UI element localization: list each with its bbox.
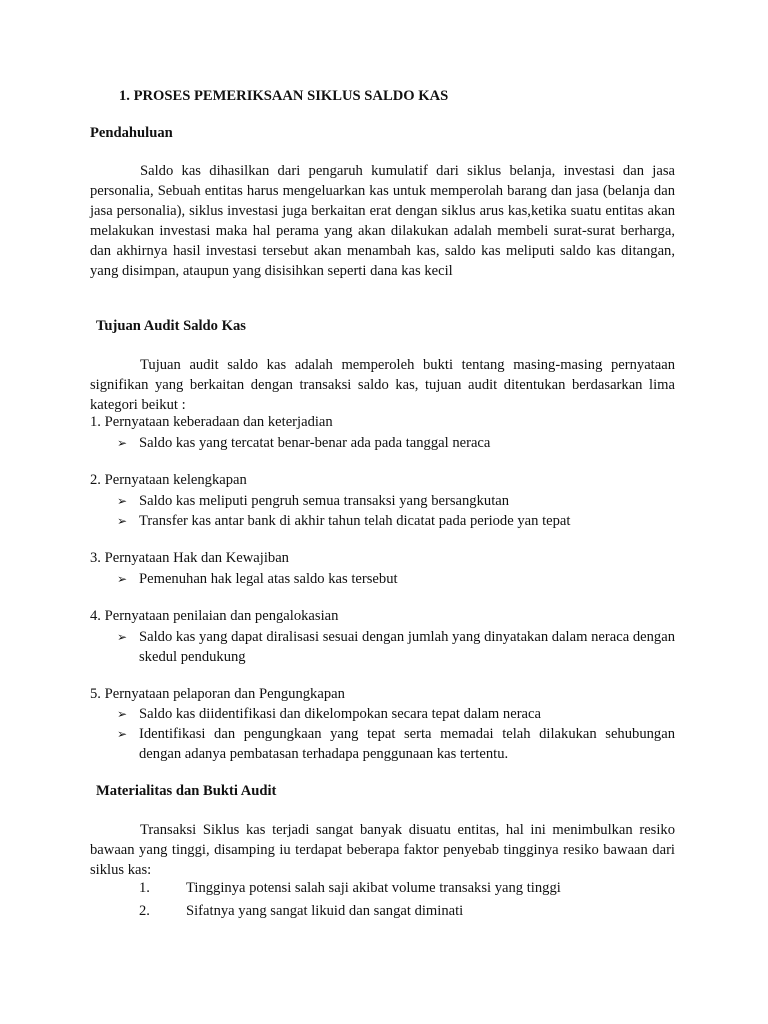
arrow-bullet-icon: ➢ bbox=[117, 707, 128, 721]
category-title-3: 3. Pernyataan Hak dan Kewajiban bbox=[90, 550, 289, 566]
list-item: ➢ Identifikasi dan pengungkaan yang tepat serta memadai telah dilakukan sehubungan dengan adanya pembatasan terhadapa penggunaan kas tertentu. bbox=[117, 726, 675, 762]
document-heading: 1. PROSES PEMERIKSAAN SIKLUS SALDO KAS bbox=[119, 88, 449, 104]
item-number: 1. bbox=[139, 880, 150, 896]
item-text: Tingginya potensi salah saji akibat volume transaksi yang tinggi bbox=[186, 880, 561, 896]
list-item bbox=[139, 878, 561, 898]
list-item bbox=[139, 901, 463, 921]
arrow-bullet-icon: ➢ bbox=[117, 494, 128, 508]
paragraph-tujuan: Tujuan audit saldo kas adalah memperoleh bukti tentang masing-masing pernyataan signifikan yang berkaitan dengan transaksi saldo kas, tujuan audit ditentukan berdasarkan lima kategori beikut : bbox=[90, 357, 675, 413]
list-item: ➢ Saldo kas yang tercatat benar-benar ada pada tanggal neraca bbox=[117, 434, 675, 454]
arrow-bullet-icon: ➢ bbox=[117, 572, 128, 586]
arrow-bullet-icon: ➢ bbox=[117, 436, 128, 450]
arrow-bullet-icon: ➢ bbox=[117, 514, 128, 528]
arrow-bullet-icon: ➢ bbox=[117, 727, 128, 741]
item-text: Sifatnya yang sangat likuid dan sangat diminati bbox=[186, 903, 464, 919]
paragraph-materialitas: Transaksi Siklus kas terjadi sangat banyak disuatu entitas, hal ini menimbulkan resiko bawaan yang tinggi, disamping iu terdapat beberapa faktor penyebab tingginya resiko bawaan dari siklus kas: bbox=[90, 822, 675, 878]
category-title-5: 5. Pernyataan pelaporan dan Pengungkapan bbox=[90, 686, 345, 702]
category-title-2: 2. Pernyataan kelengkapan bbox=[90, 472, 247, 488]
section-title-materialitas: Materialitas dan Bukti Audit bbox=[96, 783, 277, 799]
list-item: ➢ Saldo kas diidentifikasi dan dikelompokan secara tepat dalam neraca bbox=[117, 705, 675, 725]
list-item: ➢ Saldo kas yang dapat diralisasi sesuai dengan jumlah yang dinyatakan dalam neraca dengan skedul pendukung bbox=[117, 629, 675, 665]
item-number: 2. bbox=[139, 903, 150, 919]
category-title-4: 4. Pernyataan penilaian dan pengalokasian bbox=[90, 608, 339, 624]
list-item: ➢ Pemenuhan hak legal atas saldo kas tersebut bbox=[117, 570, 675, 590]
paragraph-pendahuluan: Saldo kas dihasilkan dari pengaruh kumulatif dari siklus belanja, investasi dan jasa personalia, Sebuah entitas harus mengeluarkan kas untuk memperolah barang dan jasa (belanja dan jasa personalia), siklus investasi juga berkaitan erat dengan siklus arus kas,ketika suatu entitas akan melakukan investasi maka hal perama yang akan dilakukan adalah membeli surat-surat berharga, dan akhirnya hasil investasi tersebut akan menambah kas, saldo kas meliputi saldo kas ditangan, yang disimpan, ataupun yang disisihkan seperti dana kas kecil bbox=[90, 163, 675, 279]
list-item: ➢ Transfer kas antar bank di akhir tahun telah dicatat pada periode yan tepat bbox=[117, 512, 675, 532]
category-title-1: 1. Pernyataan keberadaan dan keterjadian bbox=[90, 414, 333, 430]
section-title-tujuan: Tujuan Audit Saldo Kas bbox=[96, 318, 246, 334]
arrow-bullet-icon: ➢ bbox=[117, 630, 128, 644]
section-title-pendahuluan: Pendahuluan bbox=[90, 125, 173, 141]
list-item: ➢ Saldo kas meliputi pengruh semua transaksi yang bersangkutan bbox=[117, 492, 675, 512]
